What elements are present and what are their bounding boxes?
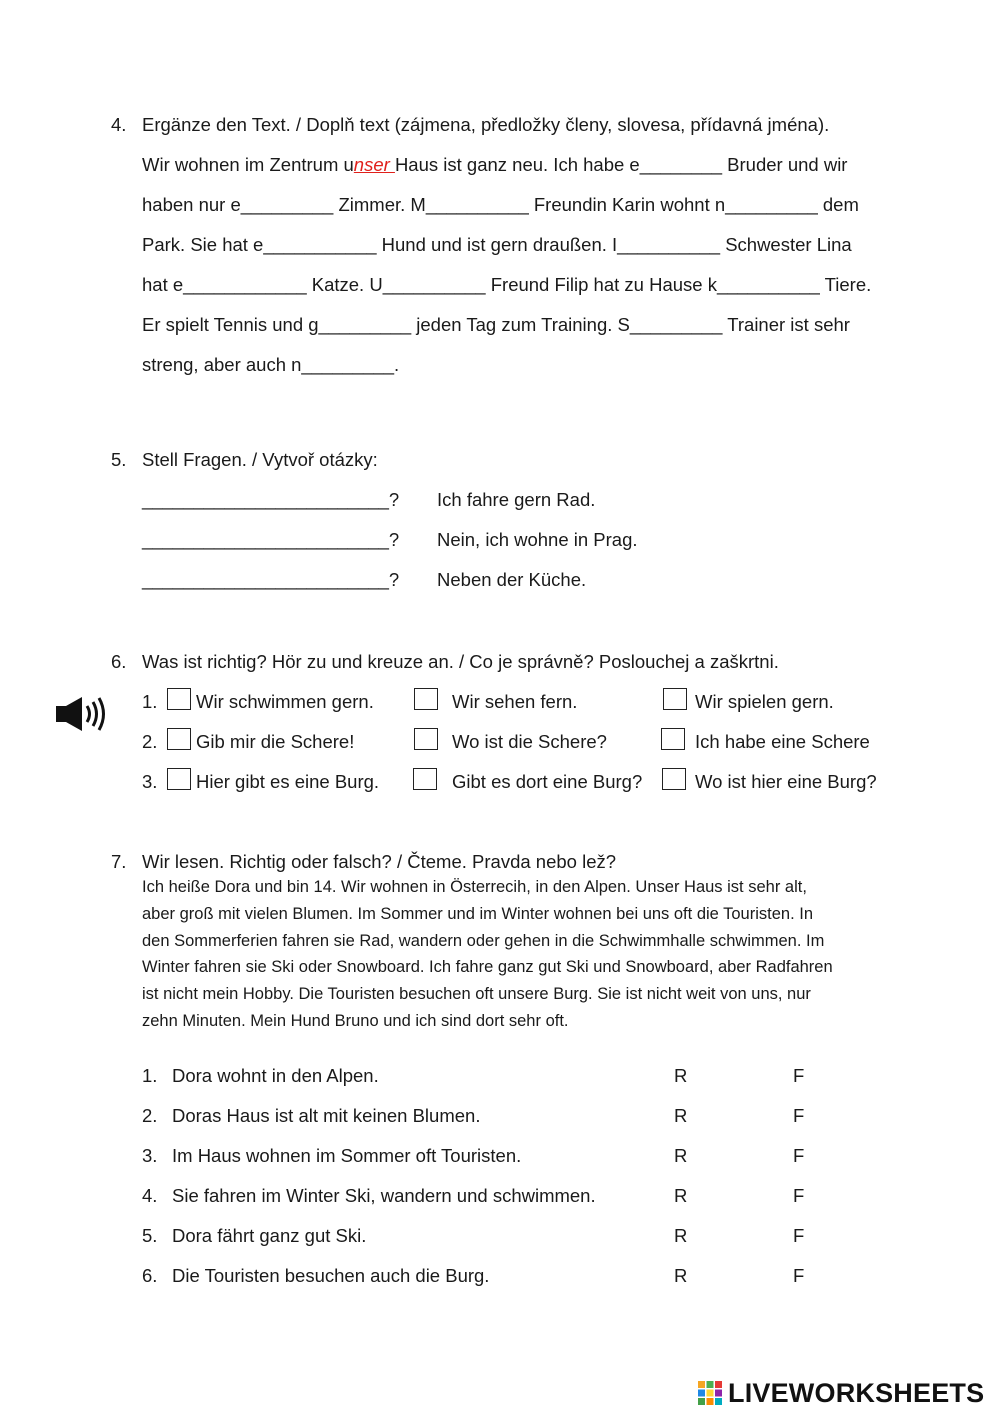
task-title: Ergänze den Text. / Doplň text (zájmena, předložky členy, slovesa, přídavná jména). bbox=[142, 114, 830, 135]
option-r[interactable]: R bbox=[674, 1065, 688, 1086]
task-number: 6. bbox=[111, 651, 127, 672]
text-line[interactable]: streng, aber auch n_________. bbox=[142, 354, 400, 375]
option-f[interactable]: F bbox=[793, 1145, 805, 1166]
statement-number: 3. bbox=[142, 1145, 158, 1166]
statement-number: 5. bbox=[142, 1225, 158, 1246]
option-label: Wo ist die Schere? bbox=[452, 731, 607, 752]
reading-paragraph: Ich heiße Dora und bin 14. Wir wohnen in Österrecih, in den Alpen. Unser Haus ist sehr alt, aber groß mit vielen Blumen. Im Sommer und im Winter wohnen bei uns oft die Touristen. In den Sommerferien fahren sie Rad, wandern oder gehen in die Schwimmhalle schwimmen. Im Winter fahren sie Ski oder Snowboard. Ich fahre ganz gut Ski und Snowboard, aber Radfahren ist nicht mein Hobby. Die Touristen besuchen oft unsere Burg. Sie ist nicht weit von uns, nur zehn Minuten. Mein Hund Bruno und ich sind dort sehr oft. bbox=[142, 878, 833, 1030]
brand-name: LIVEWORKSHEETS bbox=[728, 1378, 985, 1408]
row-number: 2. bbox=[142, 731, 158, 752]
statement-number: 1. bbox=[142, 1065, 158, 1086]
question-blank[interactable]: ________________________? bbox=[142, 529, 400, 550]
text-line[interactable]: Park. Sie hat e___________ Hund und ist gern draußen. I__________ Schwester Lina bbox=[142, 234, 852, 255]
question-blank[interactable]: ________________________? bbox=[142, 569, 400, 590]
task-number: 7. bbox=[111, 851, 127, 872]
option-label: Wir schwimmen gern. bbox=[196, 691, 374, 712]
text-line[interactable]: Er spielt Tennis und g_________ jeden Tag zum Training. S_________ Trainer ist sehr bbox=[142, 314, 850, 335]
statement-number: 6. bbox=[142, 1265, 158, 1286]
option-r[interactable]: R bbox=[674, 1145, 688, 1166]
option-r[interactable]: R bbox=[674, 1265, 688, 1286]
text-line: Wir wohnen im Zentrum unser Haus ist ganz neu. Ich habe e________ Bruder und wir bbox=[142, 154, 848, 175]
row-number: 1. bbox=[142, 691, 158, 712]
option-label: Gibt es dort eine Burg? bbox=[452, 771, 643, 792]
option-f[interactable]: F bbox=[793, 1265, 805, 1286]
checkbox[interactable] bbox=[413, 768, 437, 790]
checkbox[interactable] bbox=[663, 688, 687, 710]
checkbox[interactable] bbox=[414, 688, 438, 710]
statement-text: Dora wohnt in den Alpen. bbox=[172, 1065, 379, 1086]
checkbox[interactable] bbox=[662, 768, 686, 790]
option-r[interactable]: R bbox=[674, 1105, 688, 1126]
statement-text: Dora fährt ganz gut Ski. bbox=[172, 1225, 367, 1246]
checkbox[interactable] bbox=[167, 768, 191, 790]
option-r[interactable]: R bbox=[674, 1225, 688, 1246]
option-label: Wir spielen gern. bbox=[695, 691, 834, 712]
given-answer: Ich fahre gern Rad. bbox=[437, 489, 596, 510]
checkbox[interactable] bbox=[661, 728, 685, 750]
option-f[interactable]: F bbox=[793, 1185, 805, 1206]
statement-number: 2. bbox=[142, 1105, 158, 1126]
checkbox[interactable] bbox=[167, 688, 191, 710]
task-title: Wir lesen. Richtig oder falsch? / Čteme. Pravda nebo lež? bbox=[142, 851, 617, 872]
checkbox[interactable] bbox=[167, 728, 191, 750]
filled-answer[interactable]: nser bbox=[353, 154, 395, 175]
statement-number: 4. bbox=[142, 1185, 158, 1206]
speaker-icon[interactable] bbox=[55, 695, 115, 733]
checkbox[interactable] bbox=[414, 728, 438, 750]
given-answer: Neben der Küche. bbox=[437, 569, 587, 590]
task-number: 5. bbox=[111, 449, 127, 470]
statement-text: Im Haus wohnen im Sommer oft Touristen. bbox=[172, 1145, 522, 1166]
option-f[interactable]: F bbox=[793, 1065, 805, 1086]
statement-text: Die Touristen besuchen auch die Burg. bbox=[172, 1265, 490, 1286]
row-number: 3. bbox=[142, 771, 158, 792]
question-blank[interactable]: ________________________? bbox=[142, 489, 400, 510]
text-line[interactable]: hat e____________ Katze. U__________ Freund Filip hat zu Hause k__________ Tiere. bbox=[142, 274, 872, 295]
option-label: Wo ist hier eine Burg? bbox=[695, 771, 877, 792]
given-answer: Nein, ich wohne in Prag. bbox=[437, 529, 638, 550]
option-label: Hier gibt es eine Burg. bbox=[196, 771, 380, 792]
option-label: Wir sehen fern. bbox=[452, 691, 578, 712]
statement-text: Sie fahren im Winter Ski, wandern und schwimmen. bbox=[172, 1185, 596, 1206]
task-number: 4. bbox=[111, 114, 127, 135]
liveworksheets-logo-icon bbox=[697, 1380, 723, 1406]
task-title: Was ist richtig? Hör zu und kreuze an. / Co je správně? Poslouchej a zaškrtni. bbox=[142, 651, 779, 672]
task-title: Stell Fragen. / Vytvoř otázky: bbox=[142, 449, 378, 470]
option-f[interactable]: F bbox=[793, 1105, 805, 1126]
statement-text: Doras Haus ist alt mit keinen Blumen. bbox=[172, 1105, 481, 1126]
option-f[interactable]: F bbox=[793, 1225, 805, 1246]
option-label: Gib mir die Schere! bbox=[196, 731, 355, 752]
option-label: Ich habe eine Schere bbox=[695, 731, 870, 752]
text-line[interactable]: haben nur e_________ Zimmer. M__________ Freundin Karin wohnt n_________ dem bbox=[142, 194, 859, 215]
option-r[interactable]: R bbox=[674, 1185, 688, 1206]
